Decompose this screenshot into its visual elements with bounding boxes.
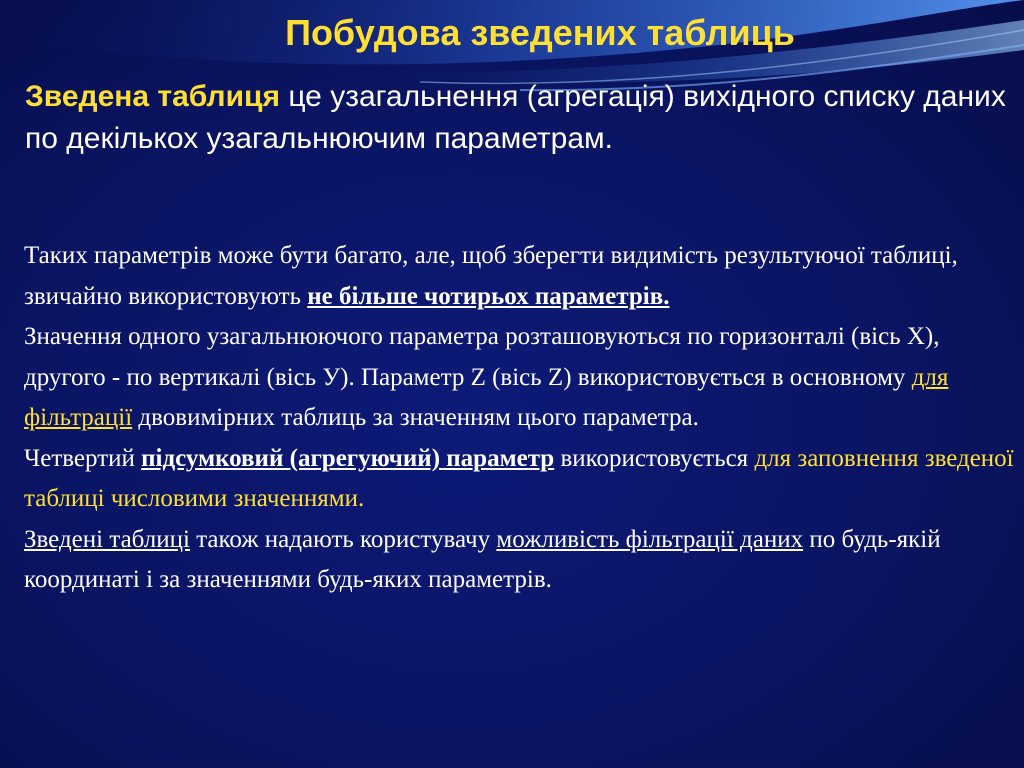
definition-term: Зведена таблиця xyxy=(25,80,280,113)
paragraph-text: також надають користувачу xyxy=(189,525,497,553)
paragraph-parameters xyxy=(24,236,1014,317)
link-filtering[interactable]: для фільтрації xyxy=(24,363,949,431)
paragraph-text: Значення одного узагальнюючого параметра розташовуються по горизонталі (вісь X), другого - по вертикалі (вісь У). Параметр Z (вісь Z) використовується в основному xyxy=(24,323,940,391)
definition-text: це узагальнення (агрегація) вихідного списку даних по декількох узагальнюючим параметрам. xyxy=(25,80,1006,155)
paragraph-text: по будь-якій координаті і за значеннями будь-яких параметрів. xyxy=(24,525,941,593)
emphasis-aggregate-parameter: підсумковий (агрегуючий) параметр xyxy=(141,444,555,472)
slide-title: Побудова зведених таблиць xyxy=(285,12,795,53)
paragraph-axes xyxy=(24,317,1014,439)
definition-paragraph xyxy=(25,76,1010,160)
paragraph-filter xyxy=(24,520,1014,601)
highlight-fill-values: для заповнення зведеної таблиці числовими значеннями. xyxy=(24,444,1014,512)
paragraph-text: двовимірних таблиць за значенням цього параметра. xyxy=(132,404,699,431)
paragraph-aggregate xyxy=(24,439,1014,520)
link-data-filtering[interactable]: можливість фільтрації даних xyxy=(496,525,804,553)
body-text xyxy=(24,236,1014,601)
paragraph-text: Четвертий xyxy=(24,444,142,472)
paragraph-text: використовується xyxy=(554,444,755,472)
emphasis-max-parameters: не більше чотирьох параметрів. xyxy=(307,282,670,310)
paragraph-text: Таких параметрів може бути багато, але, щоб зберегти видимість результуючої таблиці, звичайно використовують xyxy=(24,242,958,310)
link-pivot-tables[interactable]: Зведені таблиці xyxy=(24,525,190,553)
